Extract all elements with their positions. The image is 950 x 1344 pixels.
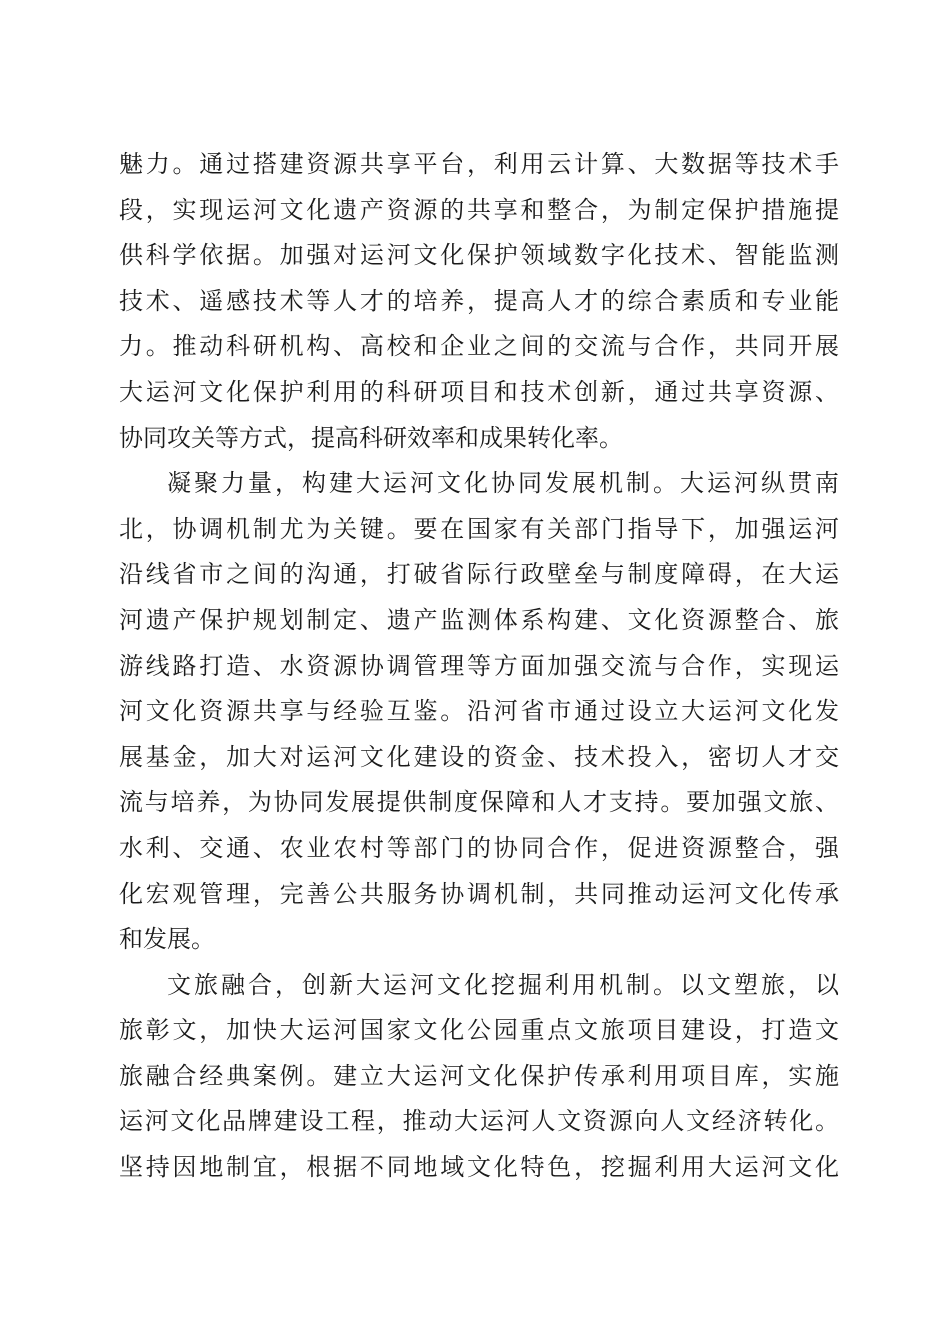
text-line: 大运河文化保护利用的科研项目和技术创新，通过共享资源、 bbox=[119, 377, 839, 406]
text-line: 文旅融合，创新大运河文化挖掘利用机制。以文塑旅，以 bbox=[167, 970, 839, 999]
text-line: 水利、交通、农业农村等部门的协同合作，促进资源整合，强 bbox=[119, 833, 839, 862]
text-line: 展基金，加大对运河文化建设的资金、技术投入，密切人才交 bbox=[119, 742, 839, 771]
text-line: 和发展。 bbox=[119, 925, 215, 954]
text-line: 河文化资源共享与经验互鉴。沿河省市通过设立大运河文化发 bbox=[119, 697, 839, 726]
body-text bbox=[119, 142, 839, 1191]
paragraph-3 bbox=[119, 963, 839, 1191]
text-line: 魅力。通过搭建资源共享平台，利用云计算、大数据等技术手 bbox=[119, 150, 839, 178]
text-line: 河遗产保护规划制定、遗产监测体系构建、文化资源整合、旅 bbox=[119, 605, 839, 634]
text-line: 北，协调机制尤为关键。要在国家有关部门指导下，加强运河 bbox=[119, 514, 839, 543]
text-line: 旅融合经典案例。建立大运河文化保护传承利用项目库，实施 bbox=[119, 1061, 839, 1090]
text-line: 沿线省市之间的沟通，打破省际行政壁垒与制度障碍，在大运 bbox=[119, 560, 839, 589]
text-line: 技术、遥感技术等人才的培养，提高人才的综合素质和专业能 bbox=[119, 286, 839, 315]
text-line: 供科学依据。加强对运河文化保护领域数字化技术、智能监测 bbox=[119, 241, 839, 270]
text-line: 协同攻关等方式，提高科研效率和成果转化率。 bbox=[119, 423, 623, 452]
paragraph-1 bbox=[119, 142, 839, 461]
text-line: 运河文化品牌建设工程，推动大运河人文资源向人文经济转化。 bbox=[119, 1107, 839, 1136]
text-line: 化宏观管理，完善公共服务协调机制，共同推动运河文化传承 bbox=[119, 879, 839, 908]
paragraph-2 bbox=[119, 461, 839, 963]
text-line: 力。推动科研机构、高校和企业之间的交流与合作，共同开展 bbox=[119, 332, 839, 361]
text-line: 流与培养，为协同发展提供制度保障和人才支持。要加强文旅、 bbox=[119, 788, 839, 817]
text-line: 游线路打造、水资源协调管理等方面加强交流与合作，实现运 bbox=[119, 651, 839, 680]
text-line: 段，实现运河文化遗产资源的共享和整合，为制定保护措施提 bbox=[119, 195, 839, 224]
text-line: 旅彰文，加快大运河国家文化公园重点文旅项目建设，打造文 bbox=[119, 1016, 839, 1045]
text-line: 凝聚力量，构建大运河文化协同发展机制。大运河纵贯南 bbox=[167, 469, 839, 498]
text-line: 坚持因地制宜，根据不同地域文化特色，挖掘利用大运河文化 bbox=[119, 1153, 839, 1182]
